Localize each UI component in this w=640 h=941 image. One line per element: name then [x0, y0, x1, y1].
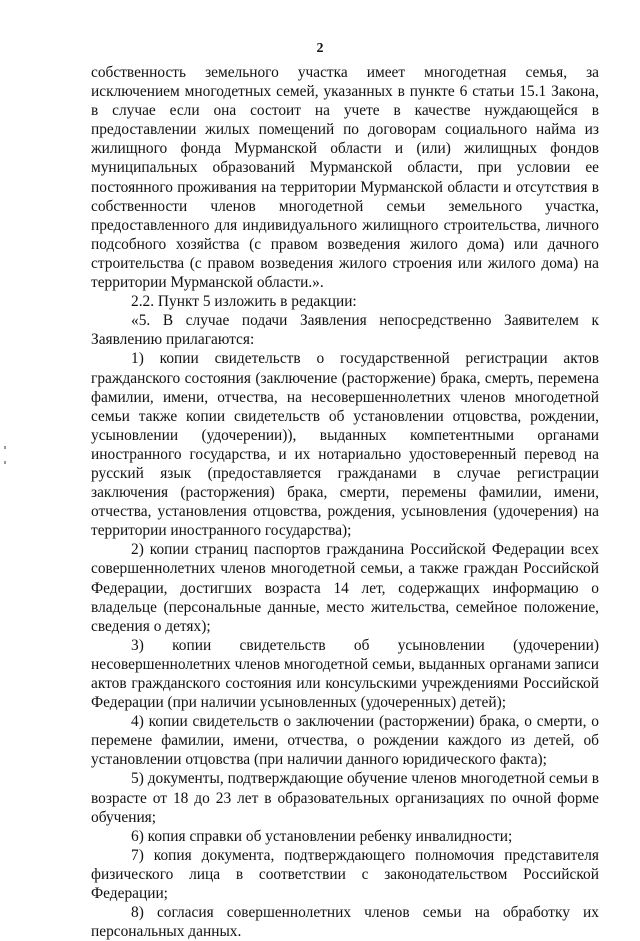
paragraph-clause-5: «5. В случае подачи Заявления непосредственно Заявителем к Заявлению прилагаются:	[91, 312, 599, 349]
list-item-6: 6) копия справки об установлении ребенку инвалидности;	[131, 827, 513, 845]
paragraph-continuation: собственность земельного участка имеет многодетная семья, за исключением многодетных семей, указанных в пункте 6 статьи 15.1 Закона, в случае если она состоит на учете в качестве нуждающейся в предоставлении жилых помещений по договорам социального найма из жилищного фонда Мурманской области и (или) жилищных фондов муниципальных образований Мурманской области, при условии ее постоянного проживания на территории Мурманской области и отсутствия в собственности членов многодетной семьи земельного участка, предоставленного для индивидуального жилищного строительства, личного подсобного хозяйства (с правом возведения жилого дома) или дачного строительства (с правом возведения жилого строения или жилого дома) на территории Мурманской области.».	[91, 64, 599, 292]
document-body	[91, 63, 599, 941]
list-item-4: 4) копии свидетельств о заключении (расторжении) брака, о смерти, о перемене фамилии, имени, отчества, о рождении каждого из детей, об установлении отцовства (при наличии данного юридического факта);	[91, 713, 599, 769]
scan-mark	[4, 446, 6, 449]
list-item-1: 1) копии свидетельств о государственной регистрации актов гражданского состояния (заключение (расторжение) брака, смерть, перемена фамилии, имени, отчества, на несовершеннолетних членов многодетной семьи также копии свидетельств об установлении отцовства, рождении, усыновлении (удочерении)), выданных компетентными органами иностранного государства, и их нотариально удостоверенный перевод на русский язык (предоставляется гражданами в случае регистрации заключения (расторжения) брака, смерти, перемены фамилии, имени, отчества, установления отцовства, рождения, усыновления (удочерения) на территории иностранного государства);	[91, 350, 599, 540]
paragraph-2-2: 2.2. Пункт 5 изложить в редакции:	[131, 293, 357, 311]
list-item-5: 5) документы, подтверждающие обучение членов многодетной семьи в возрасте от 18 до 23 лет в образовательных организациях по очной форме обучения;	[91, 770, 599, 826]
list-item-2: 2) копии страниц паспортов гражданина Российской Федерации всех совершеннолетних членов многодетной семьи, а также граждан Российской Федерации, достигших возраста 14 лет, содержащих информацию о владельце (персональные данные, место жительства, семейное положение, сведения о детях);	[91, 541, 599, 635]
list-item-7: 7) копия документа, подтверждающего полномочия представителя физического лица в соответствии с законодательством Российской Федерации;	[91, 846, 599, 903]
scan-mark	[4, 461, 6, 464]
page-number: 2	[316, 41, 324, 56]
list-item-8: 8) согласия совершеннолетних членов семьи на обработку их персональных данных.	[91, 904, 599, 941]
list-item-3: 3) копии свидетельств об усыновлении (удочерении) несовершеннолетних членов многодетной семьи, выданных органами записи актов гражданского состояния или консульскими учреждениями Российской Федерации (при наличии усыновленных (удочеренных) детей);	[91, 636, 599, 712]
